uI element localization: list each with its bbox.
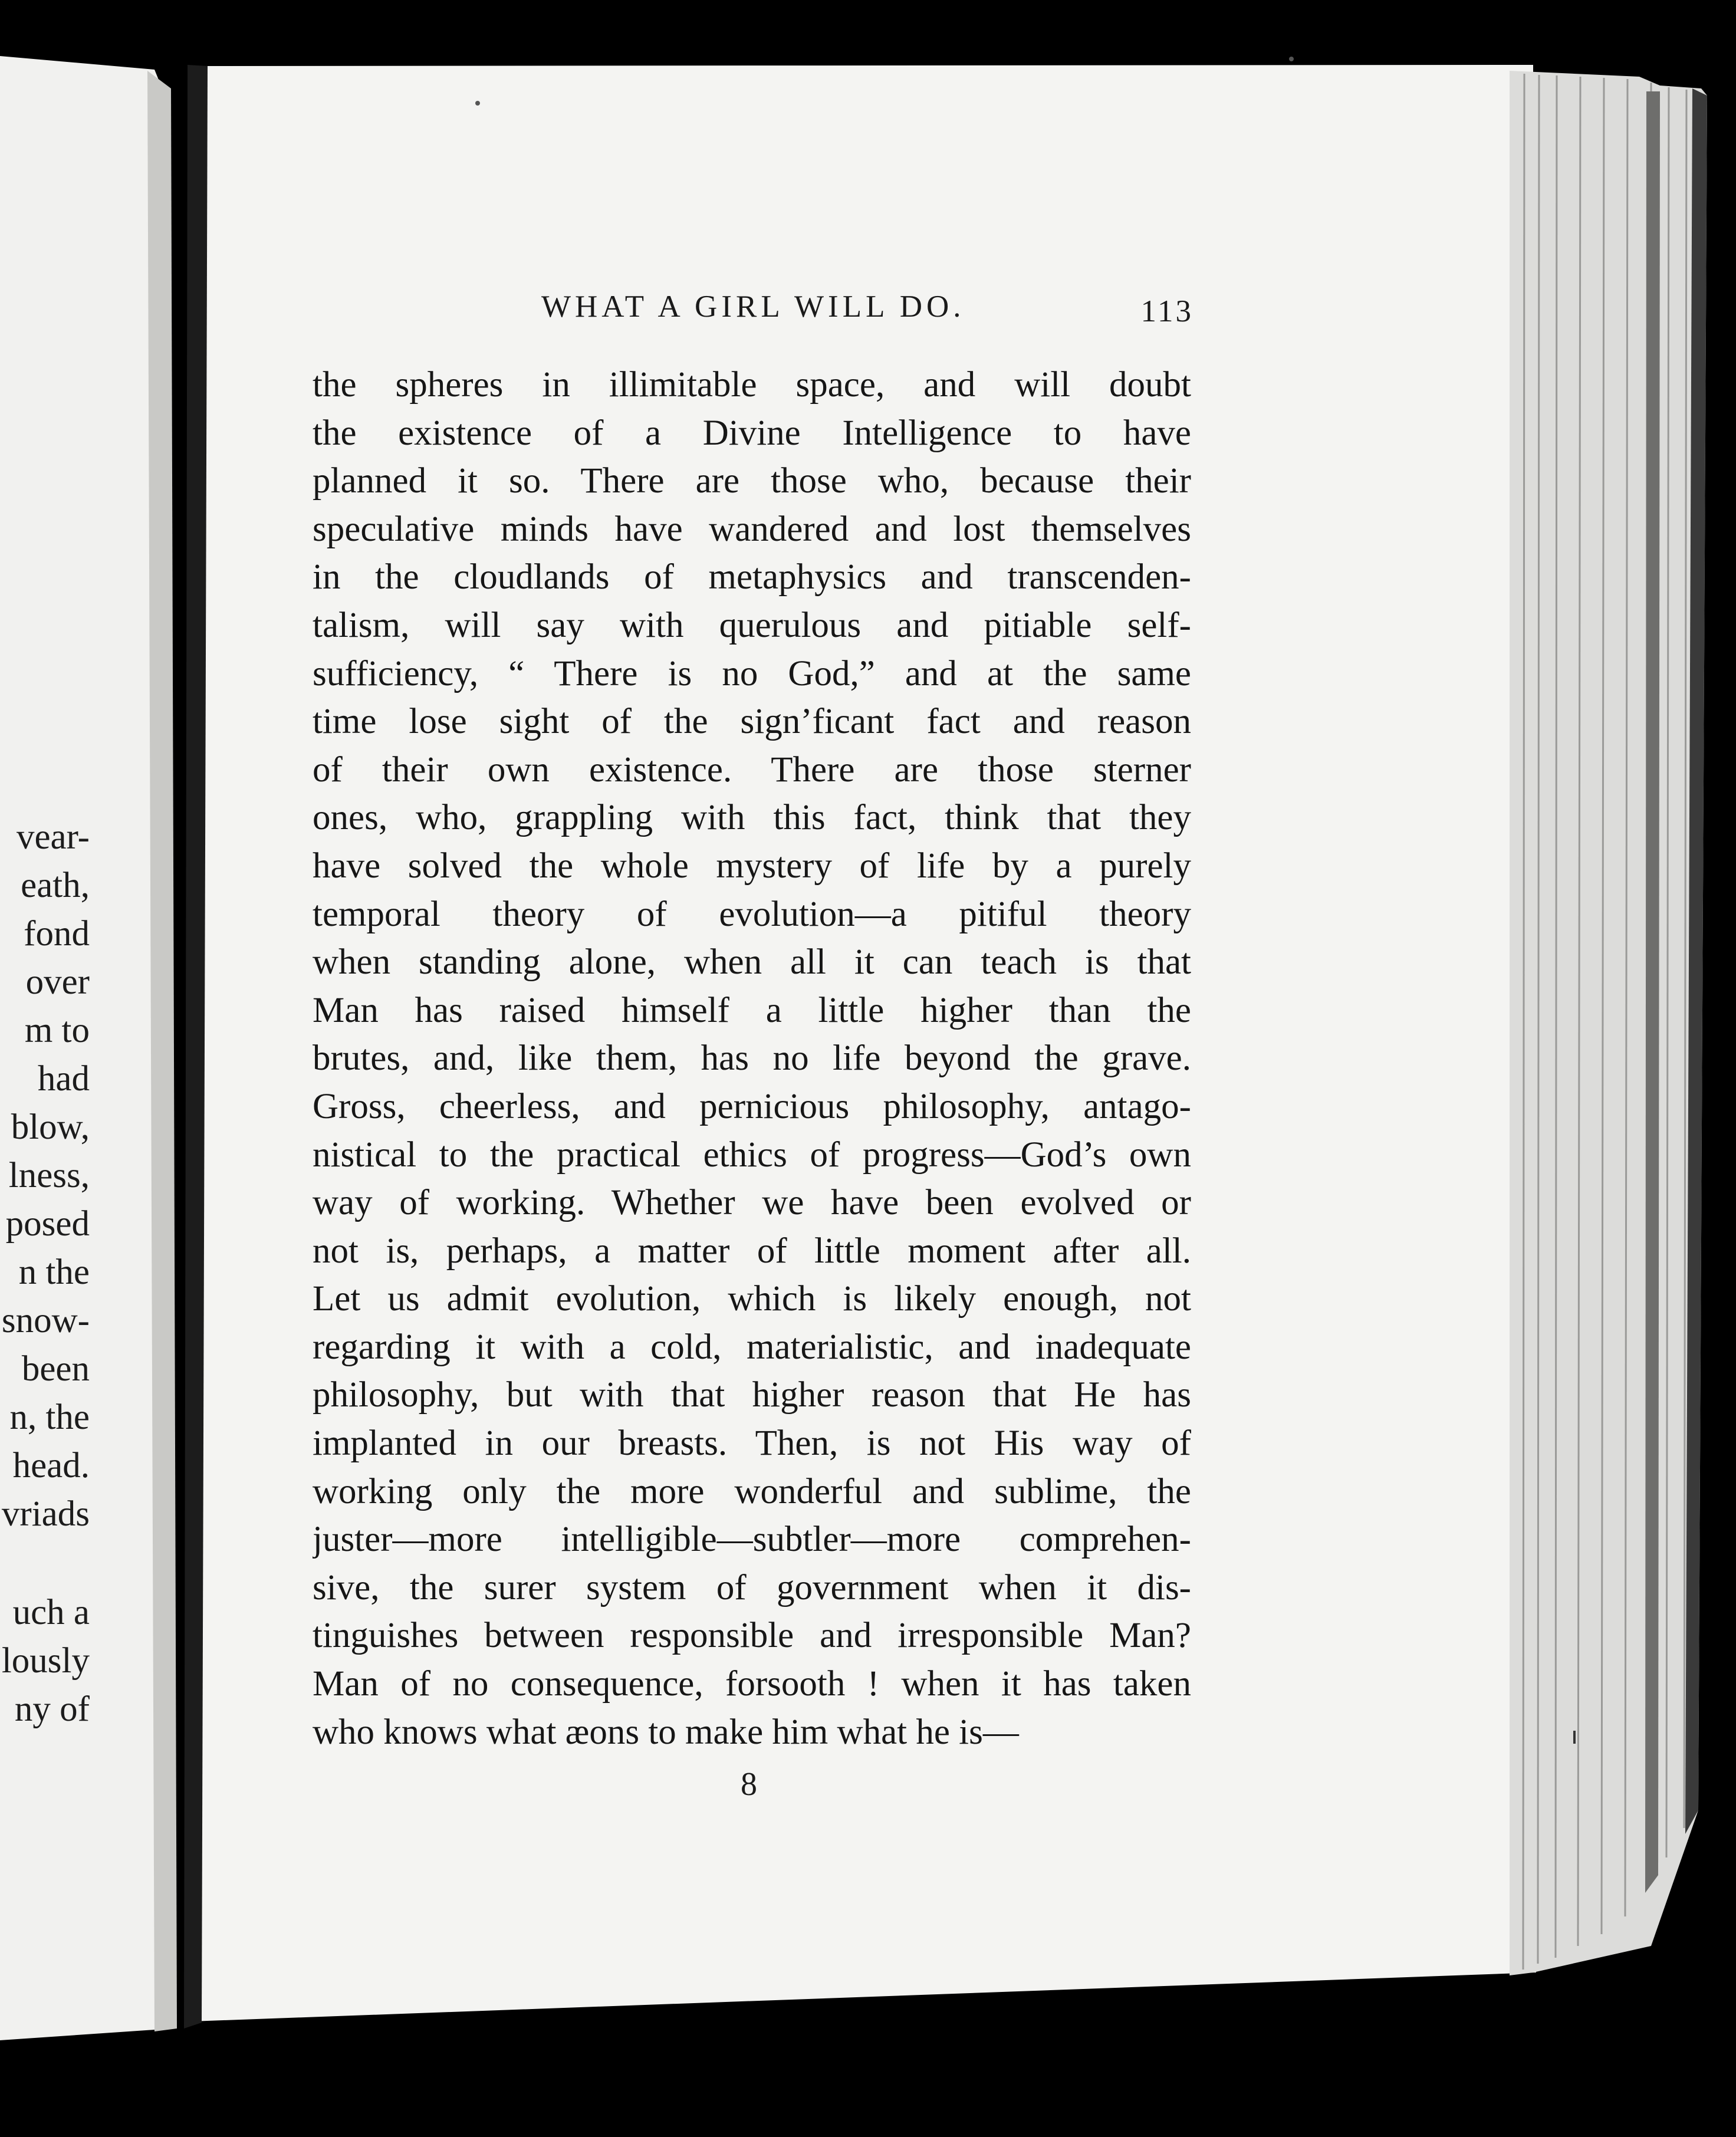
left-page-line: uch a [12,1593,90,1632]
left-page-line: vriads [1,1494,90,1534]
text-line: of their own existence. There are those sterner [313,749,1191,790]
text-line: sive, the surer system of government when it dis- [313,1567,1191,1607]
text-line: philosophy, but with that higher reason that He has [313,1375,1191,1415]
page-header [541,289,1194,336]
left-page-line: vear- [16,817,90,857]
left-page-line: m to [24,1011,90,1050]
left-page-line: been [21,1349,90,1389]
text-line: way of working. Whether we have been evolved or [313,1183,1191,1223]
text-line: sufficiency, “ There is no God,” and at the same [313,653,1191,693]
text-line: not is, perhaps, a matter of little moment after all. [313,1231,1191,1271]
left-page-line: over [25,962,90,1002]
text-line: Let us admit evolution, which is likely enough, not [313,1279,1191,1319]
text-line: nistical to the practical ethics of progress—God’s own [313,1135,1191,1175]
text-line: the existence of a Divine Intelligence to have [313,413,1191,453]
left-page-line: snow- [1,1301,90,1340]
left-page-line: eath, [21,866,90,905]
text-line: talism, will say with querulous and pitiable self- [313,605,1191,645]
left-page-line: had [37,1059,90,1099]
scan-speck [475,101,480,106]
body-text [313,361,1191,1756]
text-line: have solved the whole mystery of life by a purely [313,846,1191,886]
text-line: temporal theory of evolution—a pitiful theory [313,894,1191,934]
text-line: implanted in our breasts. Then, is not His way of [313,1423,1191,1464]
text-line: when standing alone, when all it can teach is that [313,942,1191,982]
text-line: Gross, cheerless, and pernicious philosophy, antago- [313,1086,1191,1126]
text-line: who knows what æons to make him what he is— [313,1712,1019,1752]
text-line: juster—more intelligible—subtler—more comprehen- [313,1520,1191,1560]
left-page-line: ny of [14,1689,90,1729]
left-page-line: head. [12,1446,90,1485]
running-head: WHAT A GIRL WILL DO. [541,290,965,324]
left-page-line: fond [24,914,90,954]
page-edges-dark-band [1645,91,1660,1893]
scan-speck [1289,57,1294,61]
text-line: working only the more wonderful and sublime, the [313,1471,1191,1511]
left-page-line: n, the [9,1398,90,1437]
text-line: speculative minds have wandered and lost themselves [313,509,1191,549]
left-page-line: posed [5,1204,90,1244]
text-line: Man has raised himself a little higher than the [313,990,1191,1030]
text-line: regarding it with a cold, materialistic, and inadequate [313,1327,1191,1367]
signature-mark: 8 [741,1766,757,1803]
text-line: ones, who, grappling with this fact, think that they [313,798,1191,838]
scan-speck [1573,1731,1576,1744]
text-line: in the cloudlands of metaphysics and transcenden- [313,557,1191,597]
text-line: tinguishes between responsible and irresponsible Man? [313,1616,1191,1656]
page-number: 113 [1140,294,1194,328]
left-page-line: lously [1,1641,90,1681]
text-line: time lose sight of the sign’ficant fact and reason [313,702,1191,742]
text-line: planned it so. There are those who, because their [313,461,1191,501]
text-line: brutes, and, like them, has no life beyond the grave. [313,1038,1191,1079]
left-page-text [0,817,118,1790]
left-page-line: blow, [11,1107,90,1147]
text-line: Man of no consequence, forsooth ! when it has taken [313,1664,1191,1704]
left-page-line: lness, [8,1156,90,1195]
left-page-line: n the [18,1252,90,1292]
text-line: the spheres in illimitable space, and will doubt [313,365,1191,405]
